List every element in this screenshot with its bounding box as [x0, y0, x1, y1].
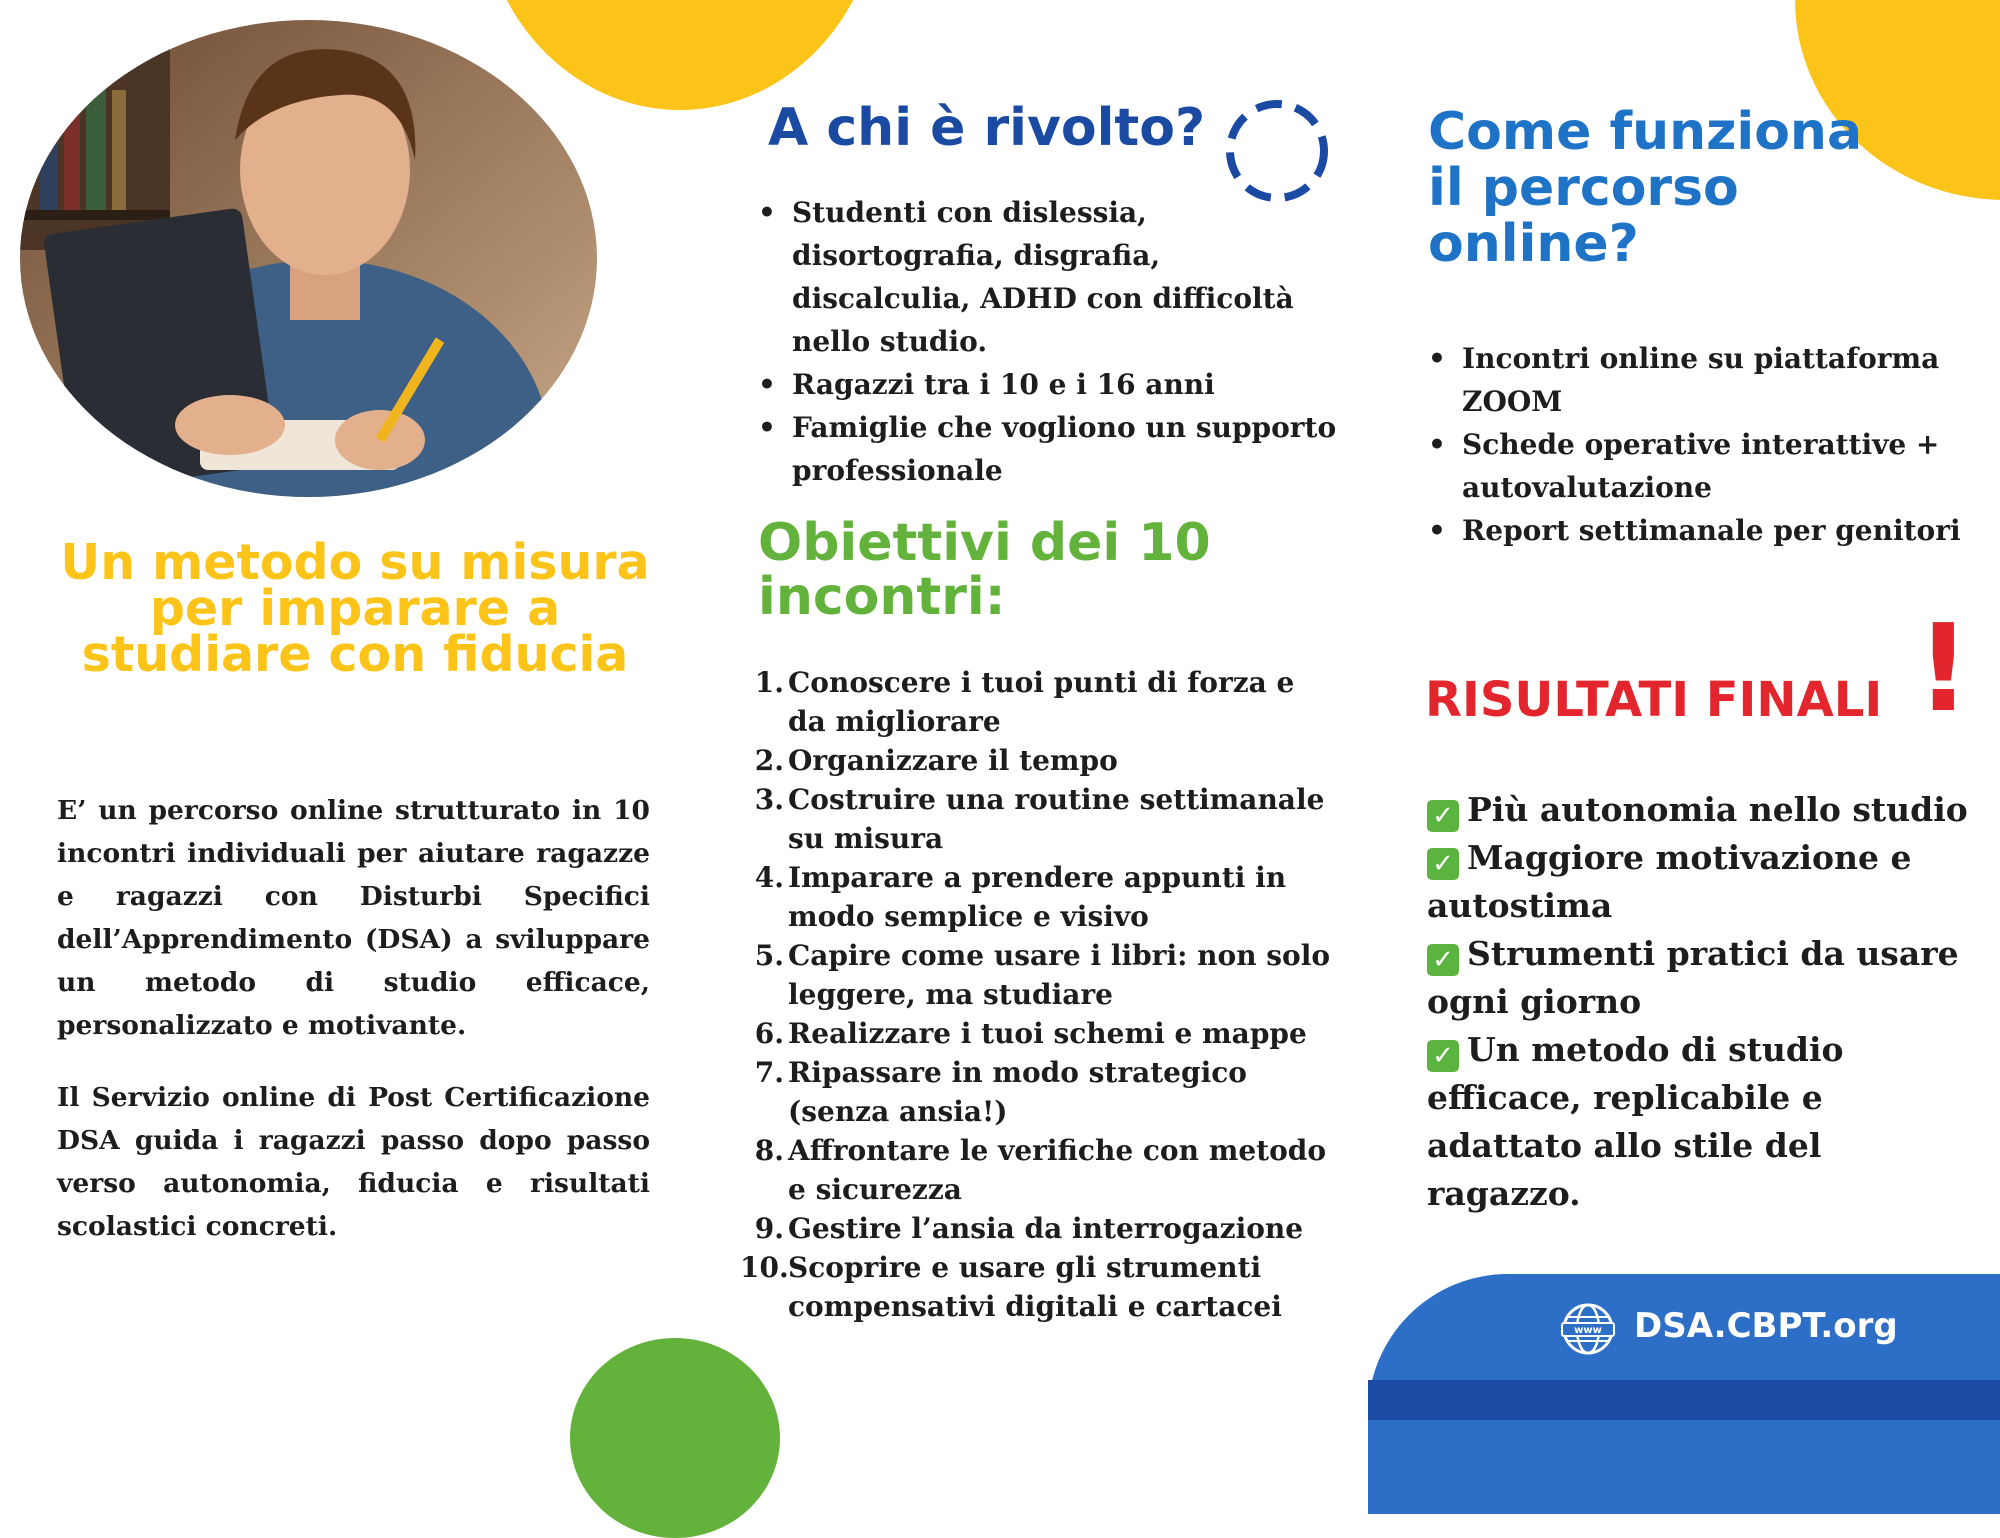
list-item: ✓ Un metodo di studio efficace, replicabile e adattato allo stile del ragazzo.: [1427, 1030, 1844, 1213]
bullet-icon: •: [1428, 428, 1446, 461]
list-item: • Incontri online su piattaforma ZOOM: [1428, 337, 1968, 423]
check-icon: ✓: [1427, 800, 1459, 832]
service-paragraph: Il Servizio online di Post Certificazione DSA guida i ragazzi passo dopo passo verso autonomia, fiducia e risultati scolastici concreti.: [57, 1082, 650, 1242]
check-icon: ✓: [1427, 848, 1459, 880]
list-item: • Famiglie che vogliono un supporto professionale: [758, 406, 1338, 492]
list-item: 8. Affrontare le verifiche con metodo e sicurezza: [754, 1134, 1327, 1206]
who-heading: A chi è rivolto?: [768, 98, 1206, 158]
list-item: 5. Capire come usare i libri: non solo leggere, ma studiare: [754, 939, 1331, 1011]
list-item: 4. Imparare a prendere appunti in modo semplice e visivo: [754, 861, 1287, 933]
list-item: ✓ Più autonomia nello studio: [1427, 786, 1972, 834]
check-icon: ✓: [1427, 1040, 1459, 1072]
list-item: ✓ Maggiore motivazione e autostima: [1427, 838, 1912, 925]
who-list: [758, 191, 1338, 492]
bullet-icon: •: [1428, 514, 1446, 547]
bullet-icon: •: [758, 196, 776, 229]
goals-list: [740, 663, 1340, 1326]
dashed-circle-icon: [1222, 96, 1332, 206]
list-item: 3. Costruire una routine settimanale su misura: [754, 783, 1325, 855]
list-item: • Schede operative interattive + autovalutazione: [1428, 423, 1968, 509]
bullet-icon: •: [758, 368, 776, 401]
results-list: [1427, 786, 1972, 1218]
list-item: 1. Conoscere i tuoi punti di forza e da migliorare: [754, 666, 1295, 738]
list-item: 10. Scoprire e usare gli strumenti compensativi digitali e cartacei: [740, 1251, 1282, 1323]
bullet-icon: •: [758, 411, 776, 444]
svg-text:www: www: [1574, 1325, 1602, 1336]
list-item: 9. Gestire l’ansia da interrogazione: [754, 1212, 1304, 1245]
list-item: 7. Ripassare in modo strategico (senza ansia!): [754, 1056, 1247, 1128]
results-heading: RISULTATI FINALI: [1425, 672, 1883, 728]
list-item: • Report settimanale per genitori: [1428, 509, 1968, 552]
list-item: 6. Realizzare i tuoi schemi e mappe: [754, 1017, 1307, 1050]
list-item: • Studenti con dislessia, disortografia, disgrafia, discalculia, ADHD con difficoltà nello studio.: [758, 191, 1338, 363]
decorative-yellow-circle-top: [480, 0, 880, 110]
website-link[interactable]: DSA.CBPT.org: [1634, 1306, 1898, 1346]
how-list: [1428, 337, 1968, 552]
list-item: ✓ Strumenti pratici da usare ogni giorno: [1427, 934, 1959, 1021]
how-heading: Come funziona il percorso online?: [1428, 102, 1863, 274]
footer-strip: [1368, 1380, 2000, 1420]
check-icon: ✓: [1427, 944, 1459, 976]
exclamation-icon: !: [1916, 600, 1971, 739]
list-item: • Ragazzi tra i 10 e i 16 anni: [758, 363, 1338, 406]
globe-www-icon: [1560, 1301, 1616, 1357]
student-photo: [20, 20, 597, 497]
left-headline: Un metodo su misura per imparare a studiare con fiducia: [60, 534, 650, 683]
goals-heading: Obiettivi dei 10 incontri:: [758, 513, 1211, 627]
intro-paragraph: E’ un percorso online strutturato in 10 incontri individuali per aiutare ragazze e ragazzi con Disturbi Specifici dell’Apprendimento (DSA) a sviluppare un metodo di studio efficace, personalizzato e motivante.: [57, 795, 650, 1041]
decorative-green-circle-bottom: [570, 1338, 780, 1538]
bullet-icon: •: [1428, 342, 1446, 375]
list-item: 2. Organizzare il tempo: [754, 744, 1118, 777]
